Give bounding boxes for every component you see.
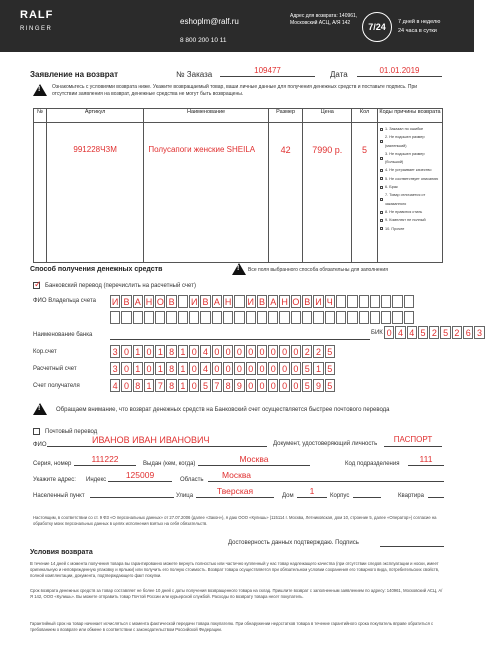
- digit-cell[interactable]: 4: [110, 379, 120, 392]
- date-label: Дата: [330, 70, 348, 79]
- bank-name-label: Наименование банка: [33, 332, 93, 338]
- issued-value: Москва: [239, 454, 269, 464]
- digit-cell[interactable]: [392, 295, 402, 308]
- digit-cell[interactable]: 5: [200, 379, 210, 392]
- digit-cell[interactable]: 1: [313, 362, 323, 375]
- digit-cell[interactable]: 0: [234, 345, 244, 358]
- digit-cell[interactable]: О: [156, 297, 164, 307]
- account-label: Расчетный счет: [33, 366, 77, 372]
- doc-field[interactable]: [384, 435, 442, 447]
- digit-cell[interactable]: 7: [155, 379, 165, 392]
- digit-cell[interactable]: 0: [246, 362, 256, 375]
- digit-cell[interactable]: 0: [246, 379, 256, 392]
- item-name[interactable]: Полусапоги женские SHEILA: [144, 123, 268, 263]
- reason-item[interactable]: 5. Не соответствует описанию: [380, 175, 440, 183]
- digit-cell[interactable]: Н: [224, 297, 232, 307]
- digit-cell[interactable]: 3: [110, 345, 120, 358]
- account-cells[interactable]: [110, 362, 336, 375]
- digit-cell[interactable]: 0: [121, 379, 131, 392]
- digit-cell[interactable]: В: [121, 295, 131, 308]
- digit-cell[interactable]: 5: [302, 379, 312, 392]
- digit-cell[interactable]: 4: [200, 362, 210, 375]
- digit-cell[interactable]: 4: [200, 345, 210, 358]
- digit-cell[interactable]: [370, 295, 380, 308]
- reason-item[interactable]: 8. Не нравится стиль: [380, 208, 440, 216]
- digit-cell[interactable]: И: [190, 297, 198, 307]
- digit-cell[interactable]: [404, 295, 414, 308]
- digit-cell[interactable]: 8: [166, 379, 176, 392]
- digit-cell[interactable]: [336, 311, 346, 324]
- contact-phone: 8 800 200 10 11: [180, 37, 227, 44]
- issued-label: Выдан (кем, когда): [143, 461, 196, 467]
- index-value: 125009: [125, 470, 155, 480]
- digit-cell[interactable]: 0: [279, 379, 289, 392]
- digit-cell[interactable]: [200, 311, 210, 324]
- date-value: 01.01.2019: [379, 66, 420, 75]
- digit-cell[interactable]: 1: [133, 362, 143, 375]
- digit-cell[interactable]: Ч: [325, 295, 335, 308]
- info-warning-icon: [33, 84, 45, 96]
- postal-fio-label: ФИО: [33, 442, 47, 448]
- logo-top-text: RALF: [20, 9, 54, 21]
- recipient-account-cells[interactable]: [110, 379, 336, 392]
- digit-cell[interactable]: 0: [268, 379, 278, 392]
- region-field[interactable]: [208, 470, 444, 482]
- digit-cell[interactable]: [234, 295, 244, 308]
- digit-cell[interactable]: 1: [133, 345, 143, 358]
- digit-cell[interactable]: [110, 311, 120, 324]
- postal-transfer-checkbox[interactable]: [33, 428, 40, 435]
- series-label: Серия, номер: [33, 461, 72, 467]
- issued-field[interactable]: [198, 454, 310, 466]
- digit-cell[interactable]: И: [315, 297, 322, 307]
- digit-cell[interactable]: 4: [407, 326, 417, 339]
- consent-text: Настоящим, в соответствии со ст. 9 ФЗ «О персональных данных» от 27.07.2006 (далее «Закон»), я даю ООО «Кулишь» (115114 г. Москва, Летниковская, дом 10, строение 5, далее «Оператор») согласие на обработку моих персональных данных в целях исполнения взятых на себя обязательств.: [33, 515, 437, 526]
- digit-cell[interactable]: [257, 311, 267, 324]
- digit-cell[interactable]: 5: [302, 362, 312, 375]
- confirm-label: Достоверность данных подтверждаю. Подпись: [228, 540, 359, 546]
- bank-warning-icon: [33, 403, 45, 415]
- address-label: Укажите адрес:: [33, 477, 76, 483]
- postal-fio-value: ИВАНОВ ИВАН ИВАНОВИЧ: [92, 435, 210, 445]
- digit-cell[interactable]: 3: [110, 362, 120, 375]
- digit-cell[interactable]: 8: [166, 345, 176, 358]
- holder-name-cells-row2[interactable]: [110, 311, 415, 324]
- digit-cell[interactable]: 5: [440, 326, 450, 339]
- holder-label: ФИО Владельца счета: [33, 298, 96, 304]
- digit-cell[interactable]: 0: [291, 362, 301, 375]
- digit-cell[interactable]: 1: [155, 362, 165, 375]
- digit-cell[interactable]: 0: [223, 345, 233, 358]
- digit-cell[interactable]: 2: [313, 345, 323, 358]
- bank-name-field[interactable]: [110, 330, 370, 340]
- col-header-price: Цена: [303, 109, 352, 123]
- bik-cells[interactable]: [384, 326, 486, 339]
- street-label: Улица: [176, 493, 194, 499]
- reason-item[interactable]: 9. Комплект не полный: [380, 216, 440, 224]
- digit-cell[interactable]: [166, 311, 176, 324]
- digit-cell[interactable]: [144, 311, 154, 324]
- doc-label: Документ, удостоверяющий личность: [273, 441, 378, 447]
- digit-cell[interactable]: [155, 311, 165, 324]
- digit-cell[interactable]: [178, 295, 188, 308]
- digit-cell[interactable]: 0: [189, 362, 199, 375]
- digit-cell[interactable]: 5: [325, 362, 335, 375]
- digit-cell[interactable]: 0: [291, 379, 301, 392]
- bik-label: БИК: [371, 330, 383, 336]
- region-label: Область: [180, 477, 204, 483]
- digit-cell[interactable]: 2: [429, 326, 439, 339]
- digit-cell[interactable]: В: [257, 295, 267, 308]
- return-address: Адрес для возврата: 140961, Московский АСЦ, А/Я 142: [290, 13, 358, 26]
- digit-cell[interactable]: [381, 311, 391, 324]
- doc-value: ПАСПОРТ: [393, 435, 433, 444]
- flat-label: Квартира: [398, 493, 424, 499]
- digit-cell[interactable]: 0: [257, 379, 267, 392]
- digit-cell[interactable]: 0: [279, 362, 289, 375]
- digit-cell[interactable]: 9: [234, 379, 244, 392]
- reason-item[interactable]: 10. Прочее: [380, 225, 440, 233]
- digit-cell[interactable]: 0: [121, 345, 131, 358]
- reason-item[interactable]: 6. Брак: [380, 183, 440, 191]
- digit-cell[interactable]: [336, 295, 346, 308]
- digit-cell[interactable]: 1: [144, 379, 154, 392]
- digit-cell[interactable]: [381, 295, 391, 308]
- support-days-line: 7 дней в неделю: [398, 19, 441, 25]
- street-field[interactable]: [196, 486, 274, 498]
- digit-cell[interactable]: 0: [268, 362, 278, 375]
- digit-cell[interactable]: 9: [313, 379, 323, 392]
- col-header-size: Размер: [268, 109, 303, 123]
- digit-cell[interactable]: 8: [133, 379, 143, 392]
- place-label: Населенный пункт: [33, 493, 85, 499]
- digit-cell[interactable]: [189, 311, 199, 324]
- reason-item[interactable]: 4. Не устраивает качество: [380, 166, 440, 174]
- conditions-paragraph-2: Срок возврата денежных средств за товар составляет не более 10 дней с даты получения возвращенного товара на склад. Пришлите возврат с заполненным заявлением по адресу: 140961, Московский АСЦ, А/Я 142, ООО «Кулишь». Вы можете отправить товар Почтой России или курьерской службой. Расходы по возврату товара несет покупатель.: [30, 588, 443, 599]
- item-size[interactable]: 42: [268, 123, 303, 263]
- postal-transfer-label: Почтовый перевод: [45, 429, 98, 435]
- digit-cell[interactable]: 0: [257, 362, 267, 375]
- digit-cell[interactable]: А: [212, 295, 222, 308]
- digit-cell[interactable]: [234, 311, 244, 324]
- digit-cell[interactable]: А: [268, 295, 278, 308]
- digit-cell[interactable]: 0: [291, 345, 301, 358]
- digit-cell[interactable]: 0: [212, 362, 222, 375]
- col-header-qty: Кол: [352, 109, 378, 123]
- digit-cell[interactable]: 0: [144, 345, 154, 358]
- postal-fio-field[interactable]: [47, 435, 267, 447]
- item-price[interactable]: 7990 р.: [303, 123, 352, 263]
- digit-cell[interactable]: [347, 311, 357, 324]
- series-value: 111222: [91, 454, 119, 464]
- house-field[interactable]: [297, 486, 327, 498]
- item-qty[interactable]: 5: [352, 123, 378, 263]
- digit-cell[interactable]: 5: [418, 326, 428, 339]
- digit-cell[interactable]: 0: [189, 379, 199, 392]
- digit-cell[interactable]: [404, 311, 414, 324]
- reason-item[interactable]: 2. Не подошел размер (маленький): [380, 133, 440, 150]
- digit-cell[interactable]: [178, 311, 188, 324]
- reason-item[interactable]: 1. Заказал по ошибке: [380, 125, 440, 133]
- conditions-title: Условия возврата: [30, 549, 93, 556]
- digit-cell[interactable]: [313, 311, 323, 324]
- support-badge: 7/24: [362, 12, 392, 42]
- reason-codes-list: [378, 123, 443, 263]
- digit-cell[interactable]: [392, 311, 402, 324]
- contact-email: eshoplm@ralf.ru: [180, 17, 239, 26]
- street-value: Тверская: [216, 486, 254, 496]
- code-value: 111: [419, 454, 433, 464]
- digit-cell[interactable]: И: [247, 297, 254, 307]
- korpus-label: Корпус: [330, 493, 350, 499]
- reason-item[interactable]: 3. Не подошел размер (большой): [380, 150, 440, 167]
- series-field[interactable]: [74, 454, 136, 466]
- digit-cell[interactable]: В: [200, 295, 210, 308]
- place-field[interactable]: [90, 486, 174, 498]
- digit-cell[interactable]: 0: [257, 345, 267, 358]
- bank-warning-text: Обращаем внимание, что возврат денежных средств на Банковский счет осуществляется быстрее почтового перевода: [56, 407, 390, 413]
- conditions-paragraph-3: Гарантийный срок на товар начинает исчисляться с момента фактической передачи товара покупателю. При обнаружении недостатков товара в течение гарантийного срока покупатель вправе обратиться с требованием о возврате или обмене в соответствии с законодательством Российской Федерации.: [30, 621, 434, 632]
- digit-cell[interactable]: 5: [325, 345, 335, 358]
- reason-item[interactable]: 7. Товар отличается от заказанного: [380, 191, 440, 208]
- digit-cell[interactable]: 0: [144, 362, 154, 375]
- house-value: 1: [309, 486, 315, 496]
- digit-cell[interactable]: 2: [452, 326, 462, 339]
- support-hours-line: 24 часа в сутки: [398, 28, 437, 34]
- item-article[interactable]: 991228ЧЗМ: [46, 123, 143, 263]
- digit-cell[interactable]: [133, 311, 143, 324]
- digit-cell[interactable]: Н: [281, 297, 288, 307]
- digit-cell[interactable]: 1: [178, 345, 188, 358]
- digit-cell[interactable]: 0: [246, 345, 256, 358]
- digit-cell[interactable]: 7: [212, 379, 222, 392]
- digit-cell[interactable]: 8: [223, 379, 233, 392]
- digit-cell[interactable]: 1: [178, 379, 188, 392]
- digit-cell[interactable]: [359, 295, 369, 308]
- code-field[interactable]: [408, 454, 444, 466]
- holder-name-cells[interactable]: [110, 295, 415, 308]
- bank-transfer-checkbox[interactable]: ✓: [34, 279, 42, 289]
- table-row: [34, 123, 443, 263]
- digit-cell[interactable]: 4: [395, 326, 405, 339]
- support-hours: [398, 18, 440, 36]
- digit-cell[interactable]: 0: [189, 345, 199, 358]
- items-table: [33, 108, 443, 263]
- house-label: Дом: [282, 493, 294, 499]
- order-label: № Заказа: [176, 70, 213, 79]
- recipient-account-label: Счет получателя: [33, 383, 80, 389]
- date-field[interactable]: [357, 66, 442, 77]
- bank-transfer-label: Банковский перевод (перечислить на расчетный счет): [45, 283, 196, 289]
- digit-cell[interactable]: И: [111, 297, 119, 307]
- digit-cell[interactable]: [279, 311, 289, 324]
- digit-cell[interactable]: [302, 311, 312, 324]
- digit-cell[interactable]: 0: [384, 326, 394, 339]
- digit-cell[interactable]: 0: [212, 345, 222, 358]
- logo-bottom-text: RINGER: [20, 26, 53, 32]
- digit-cell[interactable]: В: [166, 295, 176, 308]
- brand-logo: [20, 8, 60, 44]
- digit-cell[interactable]: [347, 295, 357, 308]
- col-header-reason: Коды причины возврата: [378, 109, 443, 123]
- digit-cell[interactable]: 0: [234, 362, 244, 375]
- conditions-paragraph-1: В течение 14 дней с момента получения товара вы гарантированно можете вернуть полностью или частично купленный у нас товар надлежащего качества (при отсутствии следов эксплуатации и носки, имеет оригинальную и неповрежденную упаковку и ярлыки) или получить его полную стоимость. Возврат товара осуществляется при обязательном условии сохранения его товарного вида, потребительских свойств, полной комплектации, документа, подтверждающего факт покупки.: [30, 561, 440, 578]
- digit-cell[interactable]: 0: [279, 345, 289, 358]
- digit-cell[interactable]: 1: [155, 345, 165, 358]
- payment-section-title: Способ получения денежных средств: [30, 266, 163, 273]
- digit-cell[interactable]: 0: [121, 362, 131, 375]
- digit-cell[interactable]: 8: [166, 362, 176, 375]
- index-label: Индекс: [86, 477, 107, 483]
- digit-cell[interactable]: В: [302, 295, 312, 308]
- digit-cell[interactable]: 6: [463, 326, 473, 339]
- digit-cell[interactable]: 0: [268, 345, 278, 358]
- payment-notice: Все поля выбранного способа обязательны для заполнения: [248, 267, 388, 273]
- col-header-num: №: [34, 109, 47, 123]
- digit-cell[interactable]: [359, 311, 369, 324]
- col-header-name: Наименование: [144, 109, 268, 123]
- digit-cell[interactable]: 5: [325, 379, 335, 392]
- corr-account-cells[interactable]: [110, 345, 336, 358]
- order-number-field[interactable]: [220, 66, 315, 77]
- digit-cell[interactable]: [268, 311, 278, 324]
- digit-cell[interactable]: [291, 311, 301, 324]
- digit-cell[interactable]: 2: [302, 345, 312, 358]
- signature-field[interactable]: [380, 537, 444, 547]
- form-title: Заявление на возврат: [30, 70, 119, 79]
- digit-cell[interactable]: [325, 311, 335, 324]
- order-number-value: 109477: [254, 66, 281, 75]
- header-bar: [0, 0, 474, 52]
- korpus-field[interactable]: [353, 486, 381, 498]
- code-label: Код подразделения: [345, 461, 400, 467]
- digit-cell[interactable]: О: [292, 297, 300, 307]
- flat-field[interactable]: [428, 486, 444, 498]
- digit-cell[interactable]: А: [133, 295, 143, 308]
- digit-cell[interactable]: 0: [223, 362, 233, 375]
- digit-cell[interactable]: [246, 311, 256, 324]
- region-value: Москва: [222, 470, 252, 480]
- digit-cell[interactable]: 1: [178, 362, 188, 375]
- digit-cell[interactable]: [370, 311, 380, 324]
- col-header-article: Артикул: [46, 109, 143, 123]
- intro-text: Ознакомьтесь с условиями возврата ниже. Укажите возвращаемый товар, ваши личные данные для получения денежных средств и поставьте подпись. При отсутствии заявления на возврат, денежные средства не могут быть возвращены.: [52, 84, 418, 97]
- digit-cell[interactable]: [121, 311, 131, 324]
- payment-warning-icon: [232, 263, 244, 275]
- digit-cell[interactable]: [212, 311, 222, 324]
- index-field[interactable]: [108, 470, 172, 482]
- digit-cell[interactable]: 3: [474, 326, 484, 339]
- digit-cell[interactable]: Н: [145, 297, 153, 307]
- digit-cell[interactable]: [223, 311, 233, 324]
- corr-account-label: Кор.счет: [33, 349, 57, 355]
